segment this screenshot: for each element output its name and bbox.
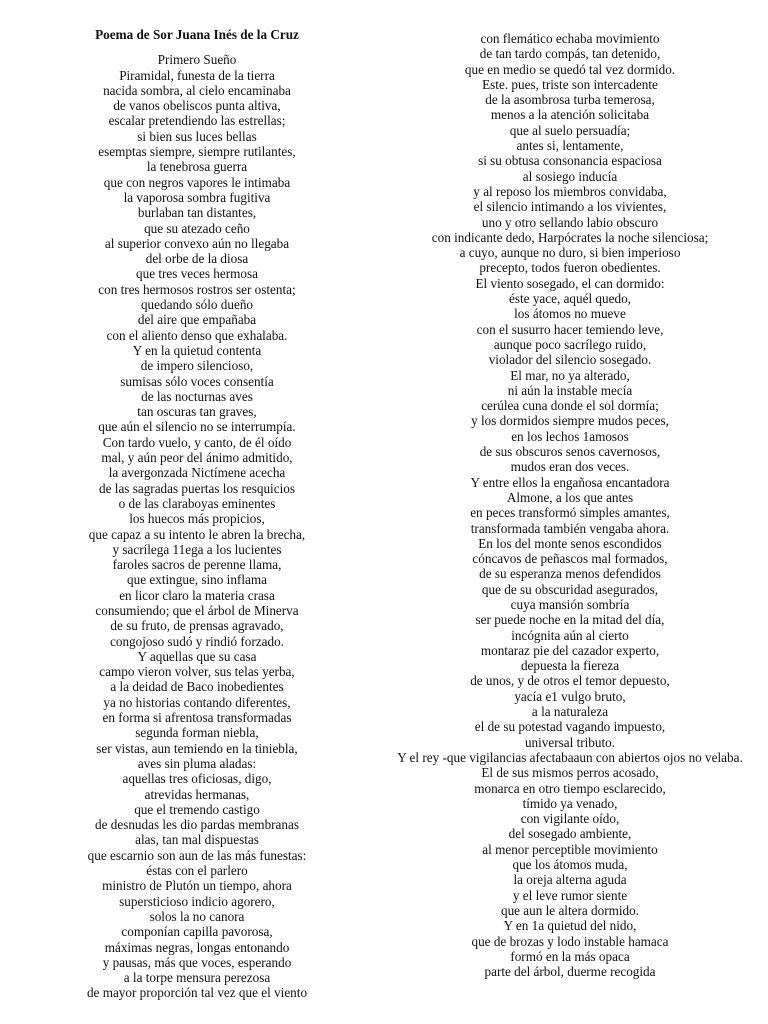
left-verse-line: burlaban tan distantes, xyxy=(137,205,257,221)
left-verse-line: de las sagradas puertas los resquicios xyxy=(99,480,295,496)
right-verse-line: Y entre ellos la engañosa encantadora xyxy=(470,474,670,490)
left-verse-line: tan oscuras tan graves, xyxy=(137,404,257,420)
right-verse-line: de su esperanza menos defendidos xyxy=(479,566,661,582)
right-verse-line: cerúlea cuna donde el sol dormía; xyxy=(481,398,659,414)
left-verse-line: supersticioso indicio agorero, xyxy=(119,893,275,909)
left-verse-line: de mayor proporción tal vez que el viento xyxy=(86,985,308,1001)
right-verse-line: yacía e1 vulgo bruto, xyxy=(514,688,626,704)
right-verse-line: monarca en otro tiempo esclarecido, xyxy=(474,780,666,796)
right-verse-line: con el susurro hacer temiendo leve, xyxy=(476,321,664,337)
right-verse-line: de unos, y de otros el temor depuesto, xyxy=(470,673,670,689)
left-verse-line: aquellas tres oficiosas, digo, xyxy=(122,771,272,787)
right-verse-line: a la naturaleza xyxy=(531,704,609,720)
right-verse-line: los átomos no mueve xyxy=(514,306,626,322)
right-verse-line: con flemático echaba movimiento xyxy=(480,31,660,46)
right-verse-line: El de sus mismos perros acosado, xyxy=(481,765,659,781)
right-verse-line: de la asombrosa turba temerosa, xyxy=(485,92,655,108)
left-verse-line: éstas con el parlero xyxy=(146,863,248,879)
left-verse-line: esemptas siempre, siempre rutilantes, xyxy=(98,144,296,160)
left-verse-line: que aún el silencio no se interrumpía. xyxy=(98,419,296,435)
right-verse-line: la oreja alterna aguda xyxy=(513,872,627,888)
left-verse-line: consumiendo; que el árbol de Minerva xyxy=(95,602,299,618)
right-verse-line: formó en la más opaca xyxy=(510,948,630,964)
left-verse-line: que capaz a su intento le abren la brecha, xyxy=(88,526,306,542)
left-verse-line: campo vieron volver, sus telas yerba, xyxy=(99,664,295,680)
right-verse-line: tímido ya venado, xyxy=(522,795,618,811)
right-verse-line: que de brozas y lodo instable hamaca xyxy=(471,933,669,949)
right-verse-line: menos a la atención solicitaba xyxy=(490,107,650,123)
left-verse-line: ya no historias contando diferentes, xyxy=(103,694,291,710)
left-verse-line: del orbe de la diosa xyxy=(145,251,249,267)
left-verse-line: Con tardo vuelo, y canto, de él oído xyxy=(102,434,292,450)
left-verse-line: y sacrílega 11ega a los lucientes xyxy=(112,541,282,557)
right-verse-line: de sus obscuros senos cavernosos, xyxy=(479,444,661,460)
poem-title: Poema de Sor Juana Inés de la Cruz xyxy=(95,27,299,42)
right-verse-line: uno y otro sellando labio obscuro xyxy=(481,214,659,230)
left-verse-line: sumisas sólo voces consentía xyxy=(120,373,274,389)
left-verse-line: la vaporosa sombra fugitiva xyxy=(123,189,271,205)
left-verse-line: en forma si afrentosa transformadas xyxy=(102,710,292,726)
right-verse-line: el de su potestad vagando impuesto, xyxy=(474,719,666,735)
left-verse-line: a la torpe mensura perezosa xyxy=(123,970,271,986)
right-verse-line: parte del árbol, duerme recogida xyxy=(484,964,656,980)
left-verse-line: Y en la quietud contenta xyxy=(132,342,262,358)
left-verse-line: solos la no canora xyxy=(149,908,245,924)
left-verse-line: Piramidal, funesta de la tierra xyxy=(119,67,275,83)
right-verse-line: y los dormidos siempre mudos peces, xyxy=(471,413,669,429)
left-verse-line: los huecos más propicios, xyxy=(129,511,265,527)
left-verse-line: faroles sacros de perenne llama, xyxy=(112,557,282,573)
right-verse-line: ni aún la instable mecía xyxy=(507,382,633,398)
right-verse-line: a cuyo, aunque no duro, si bien imperioso xyxy=(459,245,681,261)
right-verse-line: incógnita aún al cierto xyxy=(511,627,629,643)
right-verse-line: éste yace, aquél quedo, xyxy=(509,291,631,307)
left-verse-line: del aire que empañaba xyxy=(137,312,257,328)
right-verse-line: Almone, a los que antes xyxy=(506,489,634,505)
left-verse-line: que el tremendo castigo xyxy=(134,801,260,817)
right-verse-line: que al suelo persuadía; xyxy=(509,122,631,138)
right-column xyxy=(392,31,748,979)
right-verse-line: aunque poco sacrílego ruido, xyxy=(493,336,647,352)
right-verse-line: depuesta la fiereza xyxy=(520,658,620,674)
left-verse-line: que su atezado ceño xyxy=(144,220,250,236)
left-verse-line: segunda forman niebla, xyxy=(135,725,259,741)
right-verse-line: que de su obscuridad asegurados, xyxy=(481,581,659,597)
left-verse-line: a la deidad de Baco inobedientes xyxy=(110,679,284,695)
right-verse-line: y el leve rumor siente xyxy=(512,887,628,903)
right-verse-line: universal tributo. xyxy=(524,734,616,750)
right-verse-line: cuya mansión sombría xyxy=(510,596,630,612)
left-verse-line: con el aliento denso que exhalaba. xyxy=(106,327,288,343)
right-verse-line: el silencio intimando a los vivientes, xyxy=(473,199,667,215)
left-column xyxy=(70,27,324,1001)
left-verse-lines xyxy=(70,52,324,1000)
left-verse-line: escalar pretendiendo las estrellas; xyxy=(108,113,286,129)
left-verse-line: de su fruto, de prensas agravado, xyxy=(110,618,284,634)
left-verse-line: la tenebrosa guerra xyxy=(146,159,248,175)
left-verse-line: máximas negras, longas entonando xyxy=(104,939,290,955)
right-verse-line: del sosegado ambiente, xyxy=(508,826,632,842)
right-verse-line: al sosiego inducía xyxy=(522,168,618,184)
right-verse-line: violador del silencio sosegado. xyxy=(488,352,652,368)
right-verse-line: que aun le altera dormido. xyxy=(500,902,640,918)
right-verse-line: transformada también vengaba ahora. xyxy=(470,520,670,536)
right-verse-line: antes si, lentamente, xyxy=(516,138,624,154)
right-verse-line: mudos eran dos veces. xyxy=(510,459,630,475)
right-verse-lines xyxy=(392,31,748,979)
left-verse-line: de las nocturnas aves xyxy=(141,388,253,404)
right-verse-line: y al reposo los miembros convidaba, xyxy=(473,183,667,199)
left-verse-line: de desnudas les dio pardas membranas xyxy=(95,817,299,833)
right-verse-line: en peces transformó simples amantes, xyxy=(470,505,670,521)
left-verse-line: ministro de Plutón un tiempo, ahora xyxy=(102,878,292,894)
left-verse-line: Primero Sueño xyxy=(157,52,237,68)
left-verse-line: componían capilla pavorosa, xyxy=(121,924,273,940)
left-verse-line: o de las claraboyas eminentes xyxy=(118,495,276,511)
right-verse-line: El viento sosegado, el can dormido: xyxy=(475,275,665,291)
left-verse-line: atrevidas hermanas, xyxy=(144,786,250,802)
right-verse-line: montaraz pie del cazador experto, xyxy=(480,642,660,658)
left-verse-line: aves sin pluma aladas: xyxy=(137,755,257,771)
left-verse-line: Y aquellas que su casa xyxy=(137,648,257,664)
right-verse-line: precepto, todos fueron obedientes. xyxy=(479,260,661,276)
right-verse-line: ser puede noche en la mitad del día, xyxy=(475,612,665,628)
right-verse-line: En los del monte senos escondidos xyxy=(478,535,662,551)
left-verse-line: de vanos obeliscos punta altiva, xyxy=(113,98,281,114)
right-verse-line: Este. pues, triste son intercadente xyxy=(482,76,658,92)
right-verse-line: con vigilante oído, xyxy=(520,811,620,827)
left-verse-line: que escarnio son aun de las más funestas: xyxy=(87,847,307,863)
left-verse-line: nacida sombra, al cielo encaminaba xyxy=(103,82,291,98)
right-verse-line: si su obtusa consonancia espaciosa xyxy=(478,153,662,169)
left-verse-line: alas, tan mal dispuestas xyxy=(135,832,259,848)
left-verse-line: que tres veces hermosa xyxy=(136,266,258,282)
left-verse-line: en licor claro la materia crasa xyxy=(119,587,275,603)
right-verse-line: que los átomos muda, xyxy=(512,857,628,873)
left-verse-line: con tres hermosos rostros ser ostenta; xyxy=(98,281,296,297)
left-verse-line: mal, y aún peor del ánimo admitido, xyxy=(101,450,293,466)
left-verse-line: la avergonzada Nictímene acecha xyxy=(108,465,286,481)
right-verse-line: que en medio se quedó tal vez dormido. xyxy=(464,61,676,77)
right-verse-line: El mar, no ya alterado, xyxy=(510,367,630,383)
left-verse-line: quedando sólo dueño xyxy=(140,297,254,313)
right-verse-line: Y en 1a quietud del nido, xyxy=(503,918,637,934)
right-verse-line: en los lechos 1amosos xyxy=(511,428,629,444)
right-verse-line: con indicante dedo, Harpócrates la noche silenciosa; xyxy=(431,229,709,245)
right-verse-line: cóncavos de peñascos mal formados, xyxy=(472,551,668,567)
left-verse-line: ser vistas, aun temiendo en la tiniebla, xyxy=(96,740,298,756)
left-verse-line: que con negros vapores le intimaba xyxy=(103,174,291,190)
right-verse-line: Y el rey -que vigilancias afectabaaun con abiertos ojos no velaba. xyxy=(397,749,743,765)
left-verse-line: al superior convexo aún no llegaba xyxy=(104,235,290,251)
left-verse-line: y pausas, más que voces, esperando xyxy=(102,954,292,970)
right-verse-line: al menor perceptible movimiento xyxy=(482,841,658,857)
right-verse-line: de tan tardo compás, tan detenido, xyxy=(479,46,661,62)
left-verse-line: de impero silencioso, xyxy=(140,358,254,374)
left-verse-line: si bien sus luces bellas xyxy=(137,128,257,144)
left-verse-line: que extingue, sino inflama xyxy=(127,572,267,588)
left-verse-line: congojoso sudó y rindió forzado. xyxy=(110,633,284,649)
